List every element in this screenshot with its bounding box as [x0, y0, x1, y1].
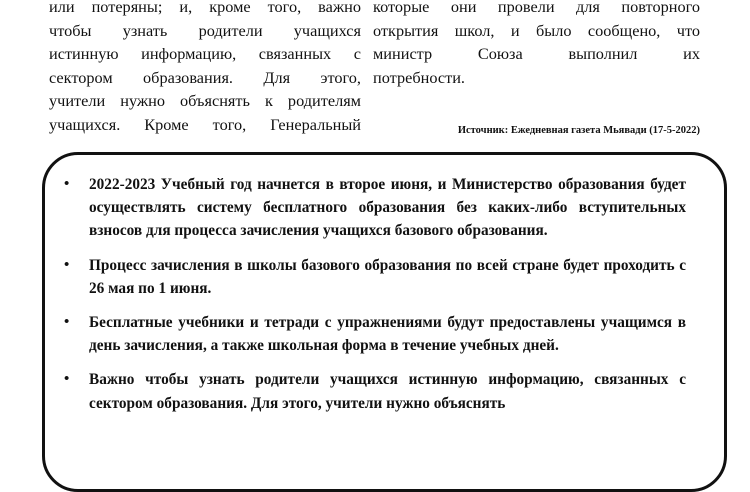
bullet-text: Бесплатные учебники и тетради с упражнениями будут предоставлены учащимся в день зачисления, а также школьная форма в течение учебных дней.	[89, 314, 686, 355]
right-column-line: потребности.	[373, 67, 465, 87]
bullet-item	[62, 254, 686, 300]
left-column	[49, 0, 361, 137]
left-column-line: сектором образования. Для этого,	[49, 67, 361, 87]
bullet-item	[62, 311, 686, 357]
source-citation: Источник: Ежедневная газета Мьявади (17-5-2022)	[457, 125, 700, 136]
left-column-line: чтобы узнать родители учащихся	[49, 20, 361, 40]
bullet-dot-icon: •	[64, 371, 70, 388]
bullet-text: 2022-2023 Учебный год начнется в второе июня, и Министерство образования будет осуществлять систему бесплатного образования без каких-либо вступительных взносов для процесса зачисления учащихся базового образования.	[89, 176, 686, 240]
bullet-dot-icon: •	[64, 256, 70, 273]
left-column-line: или потеряны; и, кроме того, важно	[49, 0, 361, 16]
bullet-text: Важно чтобы узнать родители учащихся истинную информацию, связанных с сектором образования. Для этого, учители нужно объяснять	[89, 371, 686, 412]
bullet-list	[62, 173, 686, 426]
left-column-line: истинную информацию, связанных с	[49, 44, 361, 64]
bullet-dot-icon: •	[64, 176, 70, 192]
bullet-text: Процесс зачисления в школы базового образования по всей стране будет проходить с 26 мая по 1 июня.	[89, 256, 686, 297]
bullet-item	[62, 368, 686, 414]
right-column-line: которые они провели для повторного	[373, 0, 700, 16]
left-column-line: учители нужно объяснять к родителям	[49, 91, 361, 111]
left-column-line: учащихся. Кроме того, Генеральный	[49, 114, 361, 134]
bullet-item	[62, 173, 686, 243]
right-column-line: министр Союза выполнил их	[373, 44, 700, 64]
right-column-line: открытия школ, и было сообщено, что	[373, 20, 700, 40]
right-column	[373, 0, 700, 89]
bullet-dot-icon: •	[64, 314, 70, 331]
